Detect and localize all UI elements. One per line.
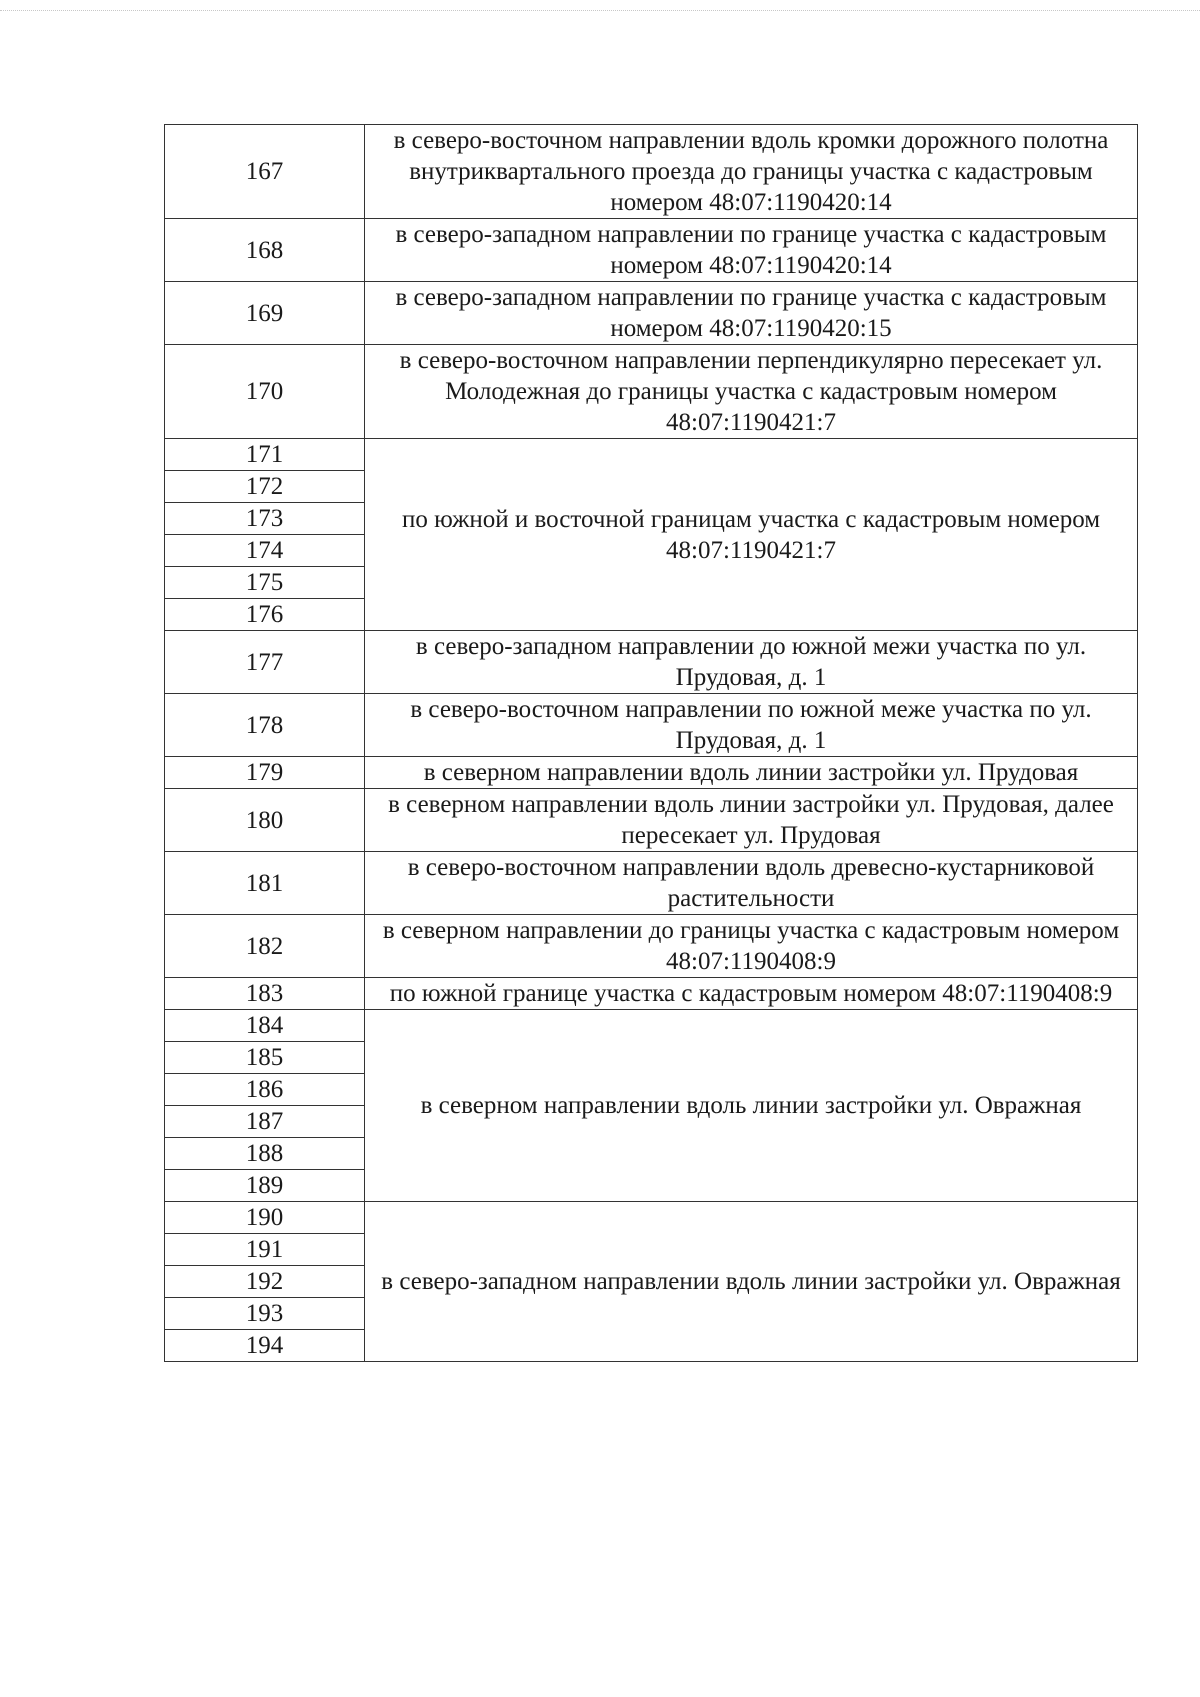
point-number-cell: 187 <box>165 1106 365 1138</box>
point-number-cell: 173 <box>165 503 365 535</box>
boundary-description-cell: в северном направлении вдоль линии застройки ул. Прудовая, далее пересекает ул. Прудовая <box>365 789 1138 852</box>
point-number-cell: 178 <box>165 694 365 757</box>
boundary-description-table <box>164 124 1138 1362</box>
table-row <box>165 125 1138 219</box>
point-number-cell: 167 <box>165 125 365 219</box>
boundary-description-cell: по южной и восточной границам участка с кадастровым номером 48:07:1190421:7 <box>365 439 1138 631</box>
point-number-cell: 186 <box>165 1074 365 1106</box>
point-number-cell: 175 <box>165 567 365 599</box>
point-number-cell: 171 <box>165 439 365 471</box>
point-number-cell: 185 <box>165 1042 365 1074</box>
boundary-description-cell: в северо-западном направлении по границе участка с кадастровым номером 48:07:1190420:15 <box>365 282 1138 345</box>
boundary-description-cell: в северо-западном направлении по границе участка с кадастровым номером 48:07:1190420:14 <box>365 219 1138 282</box>
boundary-description-cell: в северо-восточном направлении перпендикулярно пересекает ул. Молодежная до границы участка с кадастровым номером 48:07:1190421:7 <box>365 345 1138 439</box>
point-number-cell: 181 <box>165 852 365 915</box>
table-row <box>165 1010 1138 1042</box>
point-number-cell: 188 <box>165 1138 365 1170</box>
point-number-cell: 182 <box>165 915 365 978</box>
point-number-cell: 193 <box>165 1298 365 1330</box>
point-number-cell: 194 <box>165 1330 365 1362</box>
table-body <box>165 125 1138 1362</box>
point-number-cell: 184 <box>165 1010 365 1042</box>
point-number-cell: 168 <box>165 219 365 282</box>
table-row <box>165 789 1138 852</box>
boundary-description-cell: в северо-западном направлении вдоль линии застройки ул. Овражная <box>365 1202 1138 1362</box>
table-row <box>165 439 1138 471</box>
boundary-description-cell: в северо-восточном направлении вдоль кромки дорожного полотна внутриквартального проезда до границы участка с кадастровым номером 48:07:1190420:14 <box>365 125 1138 219</box>
boundary-description-cell: в северном направлении вдоль линии застройки ул. Овражная <box>365 1010 1138 1202</box>
table-row <box>165 219 1138 282</box>
scan-edge <box>0 10 1200 11</box>
boundary-description-cell: в северо-восточном направлении по южной меже участка по ул. Прудовая, д. 1 <box>365 694 1138 757</box>
table-row <box>165 852 1138 915</box>
table-row <box>165 978 1138 1010</box>
table-row <box>165 282 1138 345</box>
point-number-cell: 174 <box>165 535 365 567</box>
point-number-cell: 172 <box>165 471 365 503</box>
point-number-cell: 191 <box>165 1234 365 1266</box>
boundary-description-cell: в северном направлении вдоль линии застройки ул. Прудовая <box>365 757 1138 789</box>
table-row <box>165 1202 1138 1234</box>
boundary-description-cell: в северо-восточном направлении вдоль древесно-кустарниковой растительности <box>365 852 1138 915</box>
point-number-cell: 183 <box>165 978 365 1010</box>
table-row <box>165 345 1138 439</box>
point-number-cell: 176 <box>165 599 365 631</box>
table-row <box>165 757 1138 789</box>
point-number-cell: 169 <box>165 282 365 345</box>
boundary-description-cell: в северо-западном направлении до южной межи участка по ул. Прудовая, д. 1 <box>365 631 1138 694</box>
table-row <box>165 694 1138 757</box>
point-number-cell: 177 <box>165 631 365 694</box>
table-row <box>165 915 1138 978</box>
point-number-cell: 179 <box>165 757 365 789</box>
boundary-description-cell: по южной границе участка с кадастровым номером 48:07:1190408:9 <box>365 978 1138 1010</box>
table-row <box>165 631 1138 694</box>
point-number-cell: 190 <box>165 1202 365 1234</box>
point-number-cell: 170 <box>165 345 365 439</box>
point-number-cell: 189 <box>165 1170 365 1202</box>
point-number-cell: 180 <box>165 789 365 852</box>
point-number-cell: 192 <box>165 1266 365 1298</box>
boundary-description-cell: в северном направлении до границы участка с кадастровым номером 48:07:1190408:9 <box>365 915 1138 978</box>
